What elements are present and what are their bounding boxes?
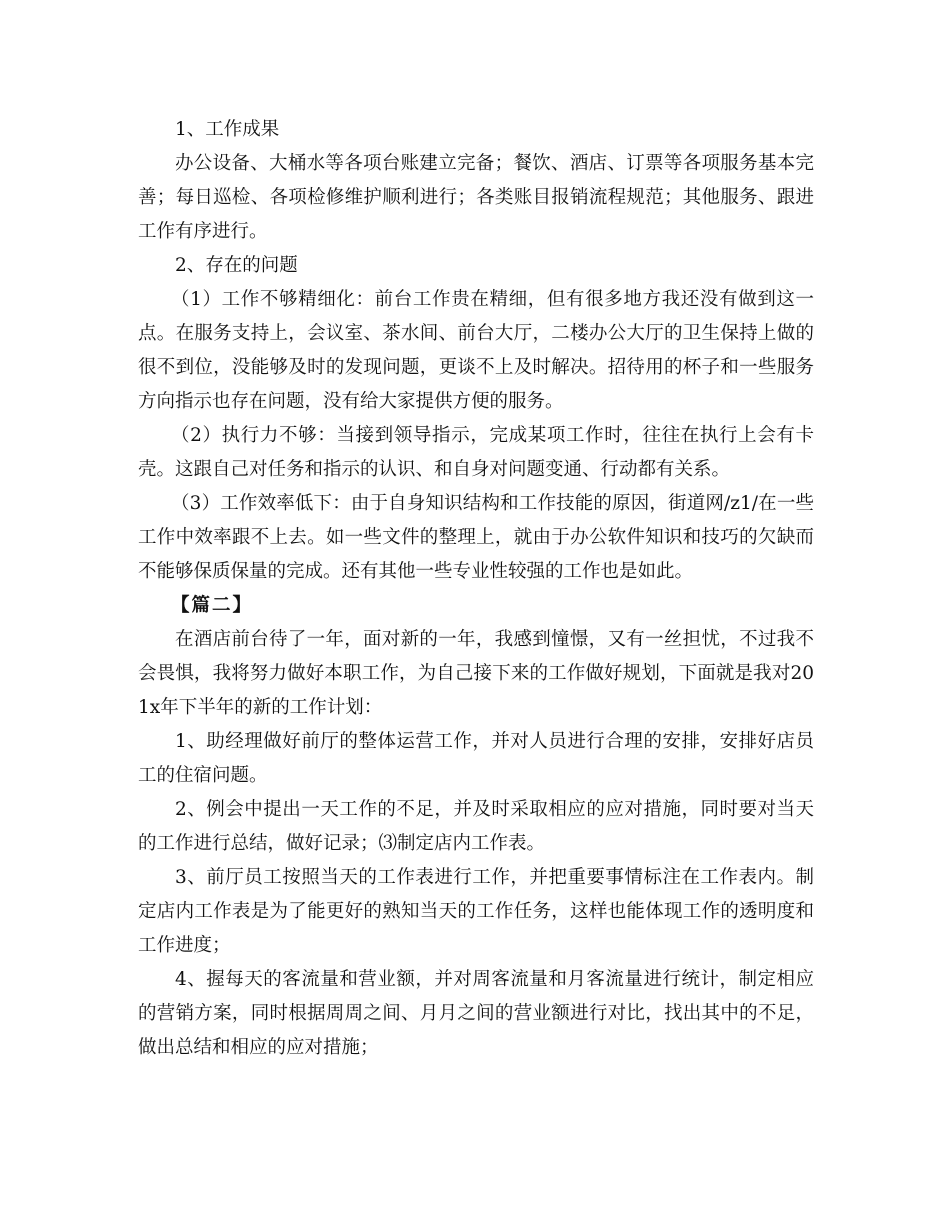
paragraph-plan-item-3: 3、前厅员工按照当天的工作表进行工作，并把重要事情标注在工作表内。制定店内工作表是为了能更好的熟知当天的工作任务，这样也能体现工作的透明度和工作进度； bbox=[138, 867, 814, 956]
paragraph-plan-item-4: 4、握每天的客流量和营业额，并对周客流量和月客流量进行统计，制定相应的营销方案，同时根据周周之间、月月之间的营业额进行对比，找出其中的不足，做出总结和相应的应对措施； bbox=[138, 969, 814, 1058]
document-page bbox=[138, 113, 814, 1065]
section-heading-part-two: 【篇二】 bbox=[171, 595, 254, 616]
paragraph-problem-1: （1）工作不够精细化：前台工作贵在精细，但有很多地方我还没有做到这一点。在服务支持上，会议室、茶水间、前台大厅，二楼办公大厅的卫生保持上做的很不到位，没能够及时的发现问题，更谈不上及时解决。招待用的杯子和一些服务方向指示也存在问题，没有给大家提供方便的服务。 bbox=[138, 289, 814, 412]
section-heading-existing-problems: 2、存在的问题 bbox=[175, 255, 298, 276]
paragraph-intro-plan: 在酒店前台待了一年，面对新的一年，我感到憧憬，又有一丝担忧，不过我不会畏惧，我将努力做好本职工作，为自己接下来的工作做好规划，下面就是我对201x年下半年的新的工作计划： bbox=[138, 629, 814, 718]
paragraph-problem-3: （3）工作效率低下：由于自身知识结构和工作技能的原因，街道网/z1/在一些工作中效率跟不上去。如一些文件的整理上，就由于办公软件知识和技巧的欠缺而不能够保质保量的完成。还有其他一些专业性较强的工作也是如此。 bbox=[138, 493, 814, 582]
section-heading-work-results: 1、工作成果 bbox=[175, 119, 280, 140]
paragraph-work-results: 办公设备、大桶水等各项台账建立完备；餐饮、酒店、订票等各项服务基本完善；每日巡检、各项检修维护顺利进行；各类账目报销流程规范；其他服务、跟进工作有序进行。 bbox=[138, 153, 814, 242]
paragraph-problem-2: （2）执行力不够：当接到领导指示，完成某项工作时，往往在执行上会有卡壳。这跟自己对任务和指示的认识、和自身对问题变通、行动都有关系。 bbox=[138, 425, 814, 480]
paragraph-plan-item-2: 2、例会中提出一天工作的不足，并及时采取相应的应对措施，同时要对当天的工作进行总结，做好记录；⑶制定店内工作表。 bbox=[138, 799, 814, 854]
paragraph-plan-item-1: 1、助经理做好前厅的整体运营工作，并对人员进行合理的安排，安排好店员工的住宿问题。 bbox=[138, 731, 814, 786]
